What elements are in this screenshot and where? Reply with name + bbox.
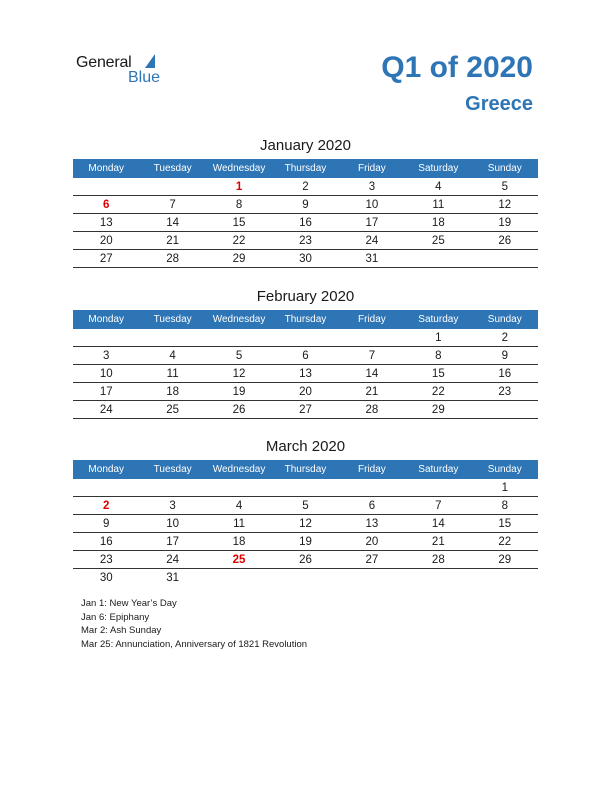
weekday-header: Sunday: [472, 310, 538, 329]
day-cell: 6: [339, 497, 405, 515]
day-cell: 2: [73, 497, 139, 515]
day-cell: [472, 401, 538, 419]
day-cell: 18: [206, 533, 272, 551]
day-cell: 5: [272, 497, 338, 515]
day-cell: 20: [73, 232, 139, 250]
day-cell: 21: [139, 232, 205, 250]
day-cell: [206, 569, 272, 587]
weekday-header: Friday: [339, 310, 405, 329]
week-row: [73, 401, 538, 419]
day-cell: 24: [73, 401, 139, 419]
day-cell: 19: [206, 383, 272, 401]
weekday-header: Sunday: [472, 159, 538, 178]
day-cell: 5: [472, 178, 538, 196]
day-cell: 1: [405, 329, 471, 347]
day-cell: 15: [206, 214, 272, 232]
calendar-table: [73, 159, 538, 268]
day-cell: 13: [339, 515, 405, 533]
day-cell: 13: [272, 365, 338, 383]
day-cell: 27: [272, 401, 338, 419]
day-cell: 3: [339, 178, 405, 196]
day-cell: 23: [272, 232, 338, 250]
day-cell: 14: [339, 365, 405, 383]
week-row: [73, 232, 538, 250]
day-cell: 27: [73, 250, 139, 268]
day-cell: [272, 329, 338, 347]
day-cell: 14: [405, 515, 471, 533]
week-row: [73, 250, 538, 268]
day-cell: 8: [405, 347, 471, 365]
weekday-header-row: [73, 460, 538, 479]
holiday-note: Jan 1: New Year’s Day: [81, 598, 177, 609]
day-cell: 3: [139, 497, 205, 515]
day-cell: [405, 479, 471, 497]
day-cell: 4: [139, 347, 205, 365]
weekday-header: Saturday: [405, 460, 471, 479]
day-cell: 6: [272, 347, 338, 365]
page-title: Q1 of 2020: [381, 51, 533, 84]
day-cell: [272, 479, 338, 497]
day-cell: 7: [339, 347, 405, 365]
day-cell: 19: [472, 214, 538, 232]
day-cell: 27: [339, 551, 405, 569]
day-cell: 31: [339, 250, 405, 268]
holiday-notes: [81, 597, 307, 651]
weekday-header: Monday: [73, 159, 139, 178]
month-january: [73, 137, 538, 268]
day-cell: 12: [272, 515, 338, 533]
day-cell: 29: [206, 250, 272, 268]
week-row: [73, 551, 538, 569]
week-row: [73, 329, 538, 347]
day-cell: 29: [472, 551, 538, 569]
calendar-table: [73, 310, 538, 419]
day-cell: 15: [472, 515, 538, 533]
day-cell: 4: [405, 178, 471, 196]
weekday-header: Sunday: [472, 460, 538, 479]
day-cell: 1: [206, 178, 272, 196]
day-cell: [73, 178, 139, 196]
weekday-header: Tuesday: [139, 310, 205, 329]
weekday-header: Thursday: [272, 310, 338, 329]
holiday-note: Mar 2: Ash Sunday: [81, 625, 162, 636]
logo-text-blue: Blue: [128, 69, 161, 86]
day-cell: 29: [405, 401, 471, 419]
month-title: January 2020: [260, 137, 351, 154]
weekday-header: Wednesday: [206, 310, 272, 329]
day-cell: 7: [405, 497, 471, 515]
day-cell: 26: [272, 551, 338, 569]
weekday-header-row: [73, 310, 538, 329]
day-cell: 2: [472, 329, 538, 347]
day-cell: 16: [73, 533, 139, 551]
day-cell: 30: [99, 571, 113, 584]
week-row: [73, 196, 538, 214]
week-row: [73, 533, 538, 551]
day-cell: 9: [272, 196, 338, 214]
day-cell: [339, 569, 405, 587]
weekday-header: Friday: [339, 460, 405, 479]
weekday-header: Saturday: [405, 159, 471, 178]
day-cell: 2: [272, 178, 338, 196]
day-cell: [405, 250, 471, 268]
day-cell: 22: [405, 383, 471, 401]
week-row: [73, 515, 538, 533]
day-cell: [139, 479, 205, 497]
day-cell: 20: [339, 533, 405, 551]
weekday-header: Wednesday: [206, 460, 272, 479]
day-cell: 24: [339, 232, 405, 250]
day-cell: 10: [73, 365, 139, 383]
day-cell: [472, 569, 538, 587]
day-cell: 1: [472, 479, 538, 497]
logo-text-general: General: [76, 54, 132, 71]
week-row: [73, 569, 538, 587]
day-cell: 11: [405, 196, 471, 214]
day-cell: 11: [139, 365, 205, 383]
week-row: [73, 383, 538, 401]
day-cell: 28: [139, 250, 205, 268]
day-cell: 28: [405, 551, 471, 569]
week-row: [73, 347, 538, 365]
weekday-header-row: [73, 159, 538, 178]
day-cell: [272, 569, 338, 587]
weekday-header: Tuesday: [139, 460, 205, 479]
day-cell: 22: [472, 533, 538, 551]
day-cell: 6: [73, 196, 139, 214]
day-cell: 18: [139, 383, 205, 401]
day-cell: 31: [166, 571, 180, 584]
day-cell: 24: [139, 551, 205, 569]
weekday-header: Friday: [339, 159, 405, 178]
day-cell: 16: [472, 365, 538, 383]
day-cell: 21: [405, 533, 471, 551]
day-cell: 9: [472, 347, 538, 365]
day-cell: 17: [139, 533, 205, 551]
weekday-header: Wednesday: [206, 159, 272, 178]
day-cell: 16: [272, 214, 338, 232]
day-cell: 17: [339, 214, 405, 232]
week-row: [73, 479, 538, 497]
week-row: [73, 178, 538, 196]
country-name: Greece: [465, 93, 533, 115]
week-row: [73, 497, 538, 515]
day-cell: [405, 569, 471, 587]
week-row: [73, 365, 538, 383]
day-cell: [139, 178, 205, 196]
day-cell: 26: [472, 232, 538, 250]
day-cell: 23: [73, 551, 139, 569]
day-cell: [73, 479, 139, 497]
day-cell: 13: [73, 214, 139, 232]
day-cell: 25: [405, 232, 471, 250]
weekday-header: Tuesday: [139, 159, 205, 178]
day-cell: 5: [206, 347, 272, 365]
weekday-header: Saturday: [405, 310, 471, 329]
day-cell: 12: [206, 365, 272, 383]
day-cell: 28: [339, 401, 405, 419]
weekday-header: Monday: [73, 310, 139, 329]
day-cell: 25: [139, 401, 205, 419]
day-cell: 18: [405, 214, 471, 232]
day-cell: 25: [206, 551, 272, 569]
day-cell: [472, 250, 538, 268]
day-cell: 8: [472, 497, 538, 515]
weekday-header: Thursday: [272, 460, 338, 479]
day-cell: 20: [272, 383, 338, 401]
logo: [76, 52, 176, 88]
day-cell: [73, 329, 139, 347]
weekday-header: Monday: [73, 460, 139, 479]
month-march: [73, 438, 538, 586]
month-title: February 2020: [256, 288, 355, 305]
week-row: [73, 214, 538, 232]
day-cell: [206, 329, 272, 347]
calendar-table: [73, 460, 538, 586]
day-cell: 22: [206, 232, 272, 250]
month-title: March 2020: [265, 438, 346, 455]
day-cell: 14: [139, 214, 205, 232]
holiday-note: Jan 6: Epiphany: [81, 611, 150, 623]
day-cell: 9: [73, 515, 139, 533]
day-cell: 4: [206, 497, 272, 515]
day-cell: 15: [405, 365, 471, 383]
day-cell: 21: [339, 383, 405, 401]
day-cell: 10: [139, 515, 205, 533]
day-cell: 12: [472, 196, 538, 214]
day-cell: 8: [206, 196, 272, 214]
day-cell: [206, 479, 272, 497]
day-cell: 26: [206, 401, 272, 419]
day-cell: 3: [73, 347, 139, 365]
day-cell: [339, 329, 405, 347]
day-cell: 19: [272, 533, 338, 551]
weekday-header: Thursday: [272, 159, 338, 178]
logo-triangle-icon: [145, 54, 155, 68]
day-cell: [339, 479, 405, 497]
holiday-note: Mar 25: Annunciation, Anniversary of 1821 Revolution: [81, 638, 308, 650]
day-cell: [139, 329, 205, 347]
day-cell: 23: [472, 383, 538, 401]
day-cell: 10: [339, 196, 405, 214]
day-cell: 11: [206, 515, 272, 533]
month-february: [73, 288, 538, 419]
day-cell: 30: [272, 250, 338, 268]
day-cell: 17: [73, 383, 139, 401]
day-cell: 7: [139, 196, 205, 214]
